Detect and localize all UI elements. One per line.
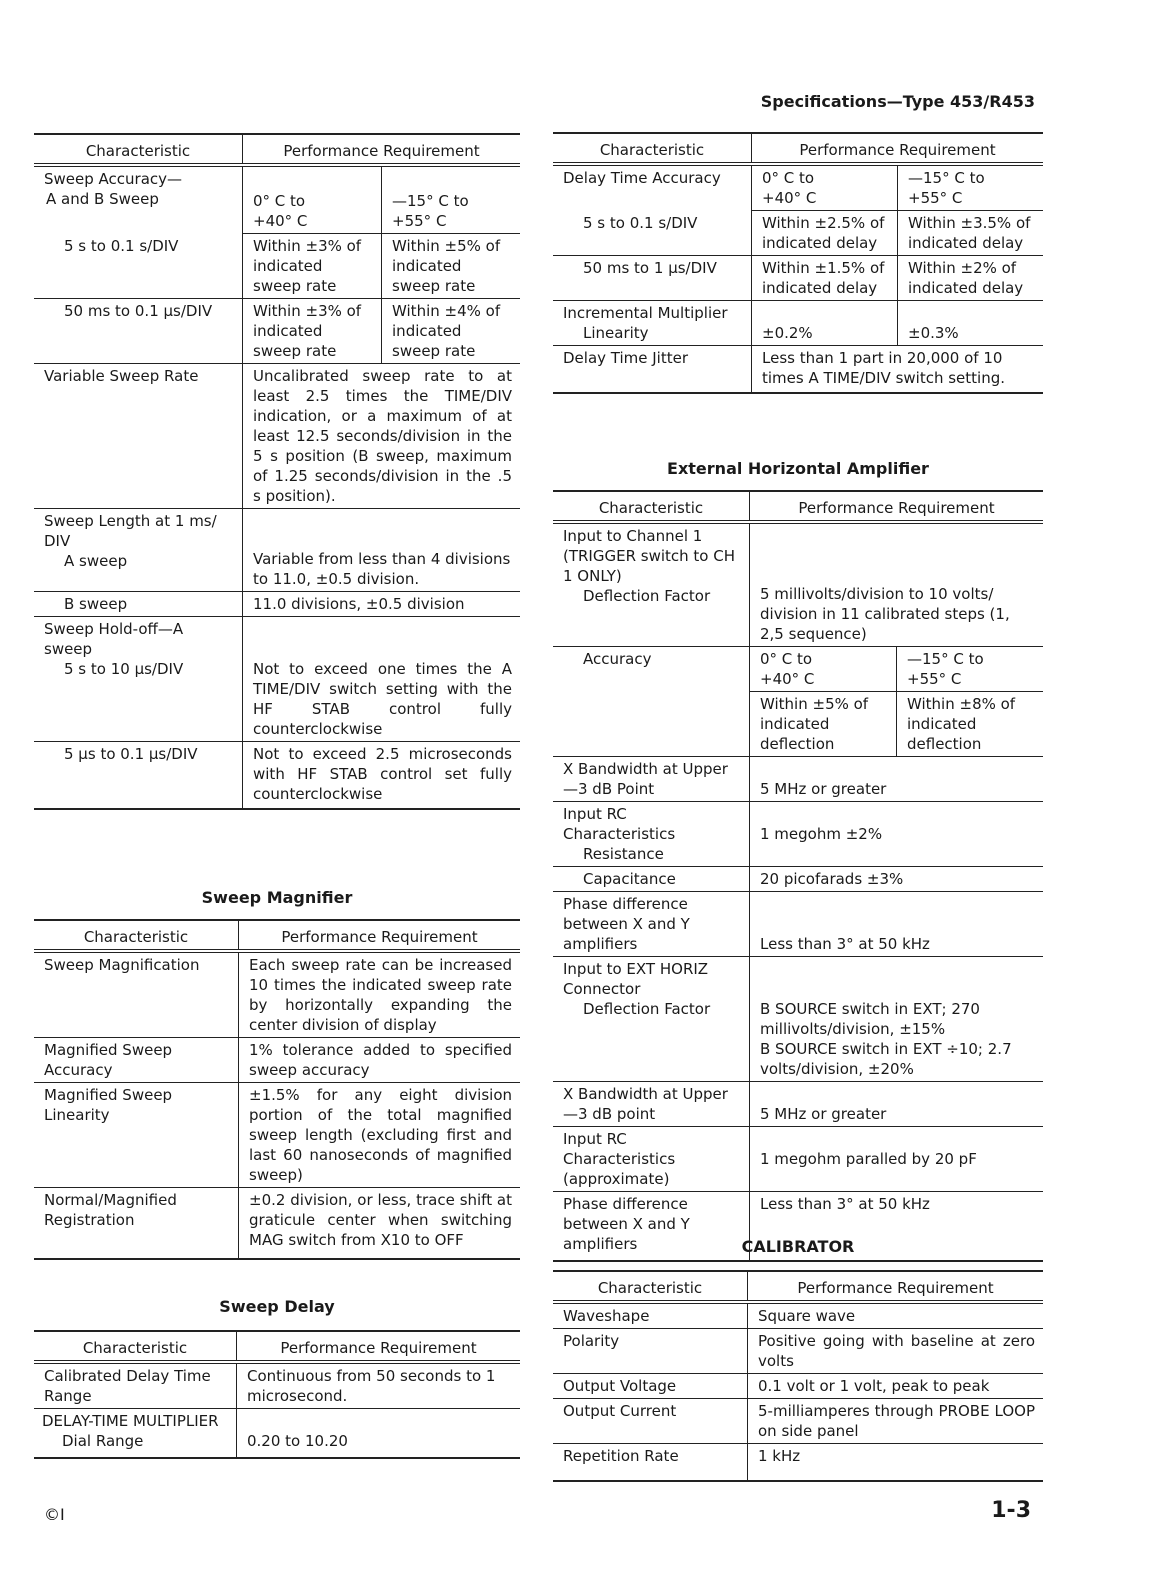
table-cell: Input to Channel 1 (TRIGGER switch to CH 1 ONLY): [563, 527, 736, 585]
table-cell: 1 kHz: [748, 1444, 1044, 1482]
sweep-delay-section: [34, 1297, 520, 1459]
table-cell: A and B Sweep: [46, 190, 159, 208]
table-cell: Input RC Characteristics: [563, 805, 676, 843]
table-cell: 5 s to 0.1 s/DIV: [583, 213, 698, 232]
table-cell: Characteristic: [34, 1331, 237, 1362]
table-cell: A sweep: [64, 552, 128, 570]
table-cell: Polarity: [563, 1332, 620, 1350]
table-cell: Accuracy: [583, 650, 652, 668]
publisher-mark: ©I: [44, 1505, 65, 1524]
calibrator-section: [553, 1237, 1043, 1482]
table-cell: Calibrated Delay Time Range: [44, 1367, 211, 1405]
table-cell: 0° C to: [762, 169, 815, 187]
table-cell: +40° C: [762, 189, 817, 207]
table-cell: Deflection Factor: [583, 1000, 711, 1018]
table-cell: Within ±1.5% of indicated delay: [752, 256, 898, 301]
table-cell: Repetition Rate: [563, 1447, 679, 1465]
table-cell: Capacitance: [583, 870, 676, 888]
table-cell: 0.1 volt or 1 volt, peak to peak: [748, 1374, 1044, 1399]
table-cell: 5 s to 0.1 s/DIV: [64, 236, 179, 255]
table-cell: Characteristic: [553, 1271, 748, 1302]
table-cell: 11.0 divisions, ±0.5 division: [243, 592, 521, 617]
table-cell: Within ±2.5% of indicated delay: [752, 211, 898, 256]
table-cell: +40° C: [760, 670, 815, 688]
table-cell: Sweep Accuracy—: [44, 170, 183, 188]
table-cell: Within ±5% of indicated deflection: [750, 691, 896, 754]
table-cell: Magnified Sweep Linearity: [44, 1086, 173, 1124]
table-cell: ±1.5% for any eight division portion of the total magnified sweep length (excluding first and last 60 nanoseconds of magnified sweep): [239, 1083, 521, 1188]
table-cell: 50 ms to 0.1 µs/DIV: [64, 302, 213, 320]
table-cell: 5 MHz or greater: [750, 757, 1044, 802]
table-cell: Performance Requirement: [750, 491, 1044, 522]
table-cell: Incremental Multiplier: [563, 304, 728, 322]
table-cell: Characteristic: [34, 134, 243, 165]
page-number: 1-3: [991, 1498, 1031, 1523]
table-cell: Normal/Magnified Registration: [44, 1191, 177, 1229]
table-cell: —15° C to: [392, 192, 469, 210]
table-cell: Less than 3° at 50 kHz: [750, 1192, 1044, 1262]
table-cell: ±0.2 division, or less, trace shift at graticule center when switching MAG switch from X10 to OFF: [239, 1188, 521, 1260]
table-cell: ±0.3%: [898, 301, 1044, 346]
table-cell: Variable from less than 4 divisions to 11.0, ±0.5 division.: [243, 509, 521, 592]
page-header: Specifications—Type 453/R453: [760, 92, 1035, 111]
table-cell: Input RC Characteristics (approximate): [563, 1130, 676, 1188]
table-cell: Performance Requirement: [748, 1271, 1044, 1302]
table-cell: 5 millivolts/division to 10 volts/ division in 11 calibrated steps (1, 2,5 sequence): [750, 522, 1044, 647]
table-cell: Output Current: [563, 1402, 677, 1420]
table-cell: Within ±5% of indicated sweep rate: [382, 234, 520, 299]
table-cell: Within ±8% of indicated deflection: [897, 691, 1043, 754]
section-title: External Horizontal Amplifier: [667, 459, 929, 478]
table-cell: Sweep Length at 1 ms/ DIV: [44, 512, 217, 550]
table-cell: Within ±2% of indicated delay: [898, 256, 1044, 301]
table-cell: Phase difference between X and Y amplifiers: [563, 1195, 690, 1253]
table-cell: Characteristic: [34, 920, 239, 951]
table-cell: DELAY-TIME MULTIPLIER: [42, 1412, 219, 1430]
table-cell: Sweep Hold-off—A sweep: [44, 620, 184, 658]
table-cell: Positive going with baseline at zero volts: [748, 1329, 1044, 1374]
table-cell: Characteristic: [553, 491, 750, 522]
table-cell: Variable Sweep Rate: [44, 367, 199, 385]
ext-horiz-amp-section: [553, 459, 1043, 1262]
table-cell: B SOURCE switch in EXT; 270 millivolts/division, ±15%: [760, 1000, 980, 1038]
table-cell: 1 megohm ±2%: [750, 802, 1044, 867]
table-cell: +40° C: [253, 212, 308, 230]
table-cell: Less than 3° at 50 kHz: [750, 892, 1044, 957]
table-cell: Delay Time Jitter: [563, 349, 689, 367]
table-cell: X Bandwidth at Upper —3 dB Point: [563, 760, 728, 798]
table-cell: Dial Range: [62, 1432, 144, 1450]
table-cell: Not to exceed one times the A TIME/DIV switch setting with the HF STAB control fully counterclockwise: [243, 617, 521, 742]
table-cell: —15° C to: [907, 650, 984, 668]
table-cell: Not to exceed 2.5 microseconds with HF STAB control set fully counterclockwise: [243, 742, 521, 810]
table-cell: 5 µs to 0.1 µs/DIV: [64, 745, 198, 763]
table-cell: Within ±3.5% of indicated delay: [898, 211, 1044, 256]
sweep-table: [34, 133, 520, 810]
table-cell: Performance Requirement: [243, 134, 521, 165]
table-cell: —15° C to: [908, 169, 985, 187]
table-cell: 20 picofarads ±3%: [750, 867, 1044, 892]
table-cell: Uncalibrated sweep rate to at least 2.5 times the TIME/DIV indication, or a maximum of at least 12.5 seconds/division in the 5 s position (B sweep, maximum of 1.25 seconds/division in the .5 s position).: [243, 364, 521, 509]
sweep-magnifier-section: [34, 888, 520, 1260]
table-cell: B sweep: [34, 592, 243, 617]
table-cell: Less than 1 part in 20,000 of 10 times A TIME/DIV switch setting.: [752, 346, 1044, 394]
table-cell: ±0.2%: [752, 301, 898, 346]
table-cell: Each sweep rate can be increased 10 times the indicated sweep rate by horizontally expanding the center division of display: [239, 951, 521, 1038]
table-cell: Phase difference between X and Y amplifiers: [563, 895, 690, 953]
table-cell: Within ±3% of indicated sweep rate: [243, 299, 382, 364]
table-cell: Linearity: [583, 324, 649, 342]
table-cell: 1 megohm paralled by 20 pF: [750, 1127, 1044, 1192]
section-title: Sweep Delay: [219, 1297, 335, 1316]
table-cell: Characteristic: [553, 133, 752, 164]
table-cell: +55° C: [907, 670, 962, 688]
table-cell: +55° C: [392, 212, 447, 230]
section-title: Sweep Magnifier: [201, 888, 353, 907]
table-cell: Deflection Factor: [583, 587, 711, 605]
table-cell: Within ±3% of indicated sweep rate: [243, 234, 382, 299]
table-cell: Performance Requirement: [752, 133, 1044, 164]
table-cell: 5-milliamperes through PROBE LOOP on side panel: [748, 1399, 1044, 1444]
table-cell: Within ±4% of indicated sweep rate: [382, 299, 520, 364]
table-cell: B SOURCE switch in EXT ÷10; 2.7 volts/division, ±20%: [760, 1040, 1012, 1078]
table-cell: Sweep Magnification: [44, 956, 200, 974]
table-cell: 5 MHz or greater: [750, 1082, 1044, 1127]
table-cell: +55° C: [908, 189, 963, 207]
table-cell: Magnified Sweep Accuracy: [44, 1041, 173, 1079]
delay-time-table: [553, 132, 1043, 394]
table-cell: Output Voltage: [563, 1377, 677, 1395]
table-cell: 5 s to 10 µs/DIV: [64, 660, 184, 678]
table-cell: 0° C to: [253, 192, 306, 210]
table-cell: Square wave: [748, 1302, 1044, 1329]
table-cell: Waveshape: [563, 1307, 650, 1325]
table-cell: Delay Time Accuracy: [563, 169, 721, 187]
section-title: CALIBRATOR: [741, 1237, 855, 1256]
table-cell: 0° C to: [760, 650, 813, 668]
table-cell: Resistance: [583, 845, 664, 863]
table-cell: Performance Requirement: [237, 1331, 521, 1362]
table-cell: X Bandwidth at Upper —3 dB point: [563, 1085, 728, 1123]
table-cell: 1% tolerance added to specified sweep accuracy: [239, 1038, 521, 1083]
table-cell: 50 ms to 1 µs/DIV: [583, 259, 717, 277]
table-cell: 0.20 to 10.20: [237, 1409, 521, 1459]
table-cell: Continuous from 50 seconds to 1 microsecond.: [237, 1362, 521, 1409]
table-cell: Performance Requirement: [239, 920, 521, 951]
table-cell: Input to EXT HORIZ Connector: [563, 960, 709, 998]
